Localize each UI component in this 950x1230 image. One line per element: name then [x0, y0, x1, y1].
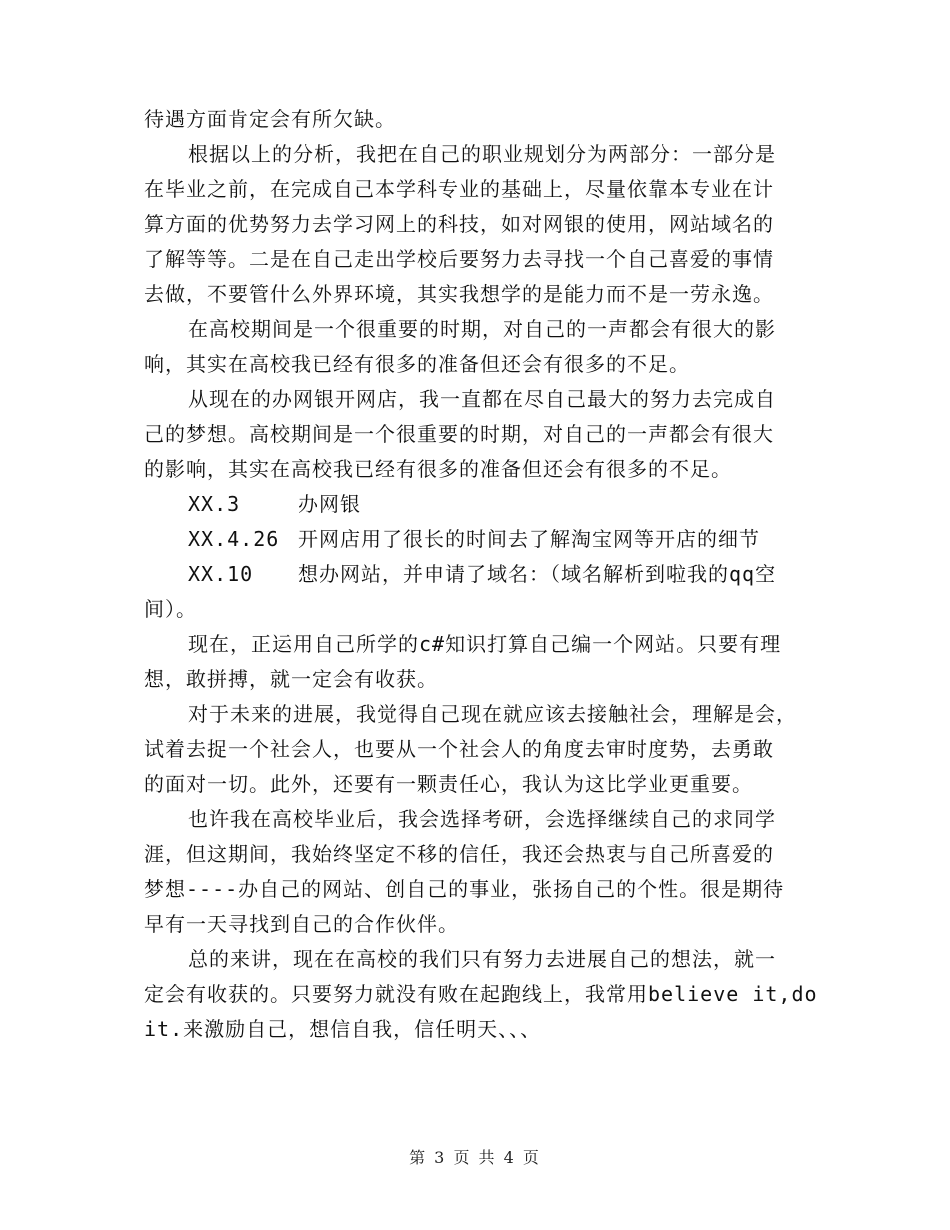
timeline-date: XX.10 [188, 562, 254, 586]
paragraph-line: 定会有收获的。只要努力就没有败在起跑线上，我常用believe it,do [144, 982, 818, 1006]
timeline-entry [144, 557, 806, 592]
paragraph-line: 早有一天寻找到自己的合作伙伴。 [144, 912, 459, 936]
paragraph-line: 响，其实在高校我已经有很多的准备但还会有很多的不足。 [144, 352, 690, 376]
timeline-event: 开网店用了很长的时间去了解淘宝网等开店的细节 [298, 527, 760, 551]
paragraph-line: 己的梦想。高校期间是一个很重要的时期，对自己的一声都会有很大 [144, 422, 774, 446]
timeline-event: 办网银 [298, 492, 361, 516]
paragraph-line: 梦想----办自己的网站、创自己的事业，张扬自己的个性。很是期待 [144, 877, 785, 901]
paragraph-line: 待遇方面肯定会有所欠缺。 [144, 107, 396, 131]
timeline-entry [144, 487, 806, 522]
paragraph-line: 想，敢拼搏，就一定会有收获。 [144, 667, 438, 691]
paragraph-line: 试着去捉一个社会人，也要从一个社会人的角度去审时度势，去勇敢 [144, 737, 774, 761]
paragraph-line: 去做，不要管什么外界环境，其实我想学的是能力而不是一劳永逸。 [144, 282, 774, 306]
paragraph-line: 也许我在高校毕业后，我会选择考研，会选择继续自己的求同学 [188, 807, 776, 831]
paragraph-line: 在高校期间是一个很重要的时期，对自己的一声都会有很大的影 [188, 317, 776, 341]
paragraph-line: 对于未来的进展，我觉得自己现在就应该去接触社会，理解是会， [188, 702, 797, 726]
timeline-date: XX.4.26 [188, 527, 280, 551]
paragraph-line: 了解等等。二是在自己走出学校后要努力去寻找一个自己喜爱的事情 [144, 247, 774, 271]
timeline-event: 想办网站，并申请了域名：（域名解析到啦我的qq空 [298, 562, 777, 586]
paragraph-line: 现在，正运用自己所学的c#知识打算自己编一个网站。只要有理 [188, 632, 782, 656]
paragraph-line: 涯，但这期间，我始终坚定不移的信任，我还会热衷与自己所喜爱的 [144, 842, 774, 866]
paragraph-line: 在毕业之前，在完成自己本学科专业的基础上，尽量依靠本专业在计 [144, 177, 774, 201]
document-body [144, 102, 818, 1047]
paragraph-line: 算方面的优势努力去学习网上的科技，如对网银的使用，网站域名的 [144, 212, 774, 236]
paragraph-line: it.来激励自己，想信自我，信任明天、、、 [144, 1017, 542, 1041]
page-number-footer: 第 3 页 共 4 页 [409, 1148, 541, 1167]
paragraph-line: 从现在的办网银开网店，我一直都在尽自己最大的努力去完成自 [188, 387, 776, 411]
paragraph-line: 间）。 [144, 597, 197, 621]
paragraph-line: 的影响，其实在高校我已经有很多的准备但还会有很多的不足。 [144, 457, 732, 481]
paragraph-line: 的面对一切。此外，还要有一颗责任心，我认为这比学业更重要。 [144, 772, 753, 796]
timeline-date: XX.3 [188, 492, 241, 516]
paragraph-line: 总的来讲，现在在高校的我们只有努力去进展自己的想法，就一 [188, 947, 776, 971]
timeline-entry [144, 522, 806, 557]
paragraph-line: 根据以上的分析，我把在自己的职业规划分为两部分：一部分是 [188, 142, 776, 166]
